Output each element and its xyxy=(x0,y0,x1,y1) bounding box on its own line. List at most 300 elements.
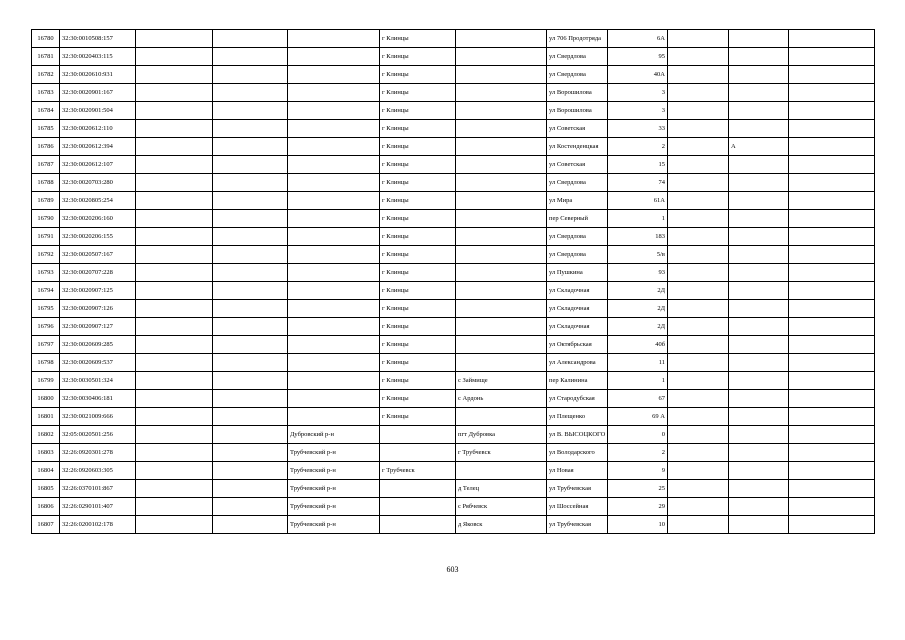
cell-street: ул Свердлова xyxy=(547,246,608,264)
cell-city: г Клинцы xyxy=(380,264,456,282)
cell-street: ул Складочная xyxy=(547,282,608,300)
cell-street: ул Плещенко xyxy=(547,408,608,426)
cell-district xyxy=(288,336,380,354)
cell-city: г Клинцы xyxy=(380,102,456,120)
cell-cadastral: 32:30:0020507:167 xyxy=(60,246,136,264)
cell-district xyxy=(288,264,380,282)
cell-house: 15 xyxy=(608,156,668,174)
cell-empty xyxy=(668,336,729,354)
cell-n: 16795 xyxy=(32,300,60,318)
cell-settlement xyxy=(456,120,547,138)
cell-cadastral: 32:30:0030406:181 xyxy=(60,390,136,408)
cell-korpus xyxy=(729,30,789,48)
cell-n: 16790 xyxy=(32,210,60,228)
cell-settlement: с Рябчевск xyxy=(456,498,547,516)
cell-korpus xyxy=(729,102,789,120)
cell-n: 16784 xyxy=(32,102,60,120)
cell-district xyxy=(288,192,380,210)
cell-empty xyxy=(668,354,729,372)
cell-district xyxy=(288,156,380,174)
cell-district: Трубчевский р-н xyxy=(288,516,380,534)
table-row xyxy=(32,66,875,84)
cell-street: ул Трубчевская xyxy=(547,516,608,534)
cell-cadastral: 32:30:0020206:160 xyxy=(60,210,136,228)
cell-cadastral: 32:30:0020907:126 xyxy=(60,300,136,318)
table-row xyxy=(32,84,875,102)
cell-district xyxy=(288,30,380,48)
cell-empty xyxy=(668,228,729,246)
cell-empty xyxy=(668,462,729,480)
cell-korpus xyxy=(729,300,789,318)
table-row xyxy=(32,318,875,336)
cell-city: г Клинцы xyxy=(380,336,456,354)
cell-n: 16781 xyxy=(32,48,60,66)
cell-empty xyxy=(136,426,213,444)
cell-korpus xyxy=(729,336,789,354)
cell-empty xyxy=(668,138,729,156)
cell-empty xyxy=(136,516,213,534)
cell-cadastral: 32:30:0010508:157 xyxy=(60,30,136,48)
cell-empty xyxy=(668,426,729,444)
cell-district: Дубровский р-н xyxy=(288,426,380,444)
cell-settlement xyxy=(456,462,547,480)
cell-street: ул Володарского xyxy=(547,444,608,462)
cell-house: 2Д xyxy=(608,282,668,300)
cell-empty xyxy=(213,66,288,84)
cell-empty xyxy=(213,426,288,444)
cell-house: 11 xyxy=(608,354,668,372)
cell-empty xyxy=(789,246,875,264)
cell-empty xyxy=(213,282,288,300)
cell-empty xyxy=(668,480,729,498)
cell-cadastral: 32:30:0020612:107 xyxy=(60,156,136,174)
cell-empty xyxy=(789,390,875,408)
cell-empty xyxy=(668,390,729,408)
cell-city xyxy=(380,516,456,534)
cell-city: г Клинцы xyxy=(380,318,456,336)
cell-empty xyxy=(668,264,729,282)
cell-empty xyxy=(789,66,875,84)
cell-city: г Клинцы xyxy=(380,30,456,48)
cell-n: 16796 xyxy=(32,318,60,336)
cell-korpus xyxy=(729,228,789,246)
cell-house: 2 xyxy=(608,444,668,462)
cell-district: Трубчевский р-н xyxy=(288,498,380,516)
cell-empty xyxy=(789,102,875,120)
cell-settlement xyxy=(456,282,547,300)
cell-korpus xyxy=(729,318,789,336)
cell-n: 16780 xyxy=(32,30,60,48)
cell-empty xyxy=(668,156,729,174)
cell-city: г Клинцы xyxy=(380,354,456,372)
cell-settlement xyxy=(456,138,547,156)
cell-street: ул Складочная xyxy=(547,318,608,336)
cell-empty xyxy=(668,66,729,84)
cell-empty xyxy=(668,246,729,264)
cell-empty xyxy=(668,120,729,138)
cell-street: ул Пушкина xyxy=(547,264,608,282)
table-row xyxy=(32,174,875,192)
cell-korpus xyxy=(729,282,789,300)
table-row xyxy=(32,192,875,210)
cell-n: 16791 xyxy=(32,228,60,246)
cell-settlement xyxy=(456,48,547,66)
cell-district xyxy=(288,354,380,372)
cell-n: 16800 xyxy=(32,390,60,408)
cell-settlement xyxy=(456,318,547,336)
cell-n: 16785 xyxy=(32,120,60,138)
cell-empty xyxy=(668,300,729,318)
cell-cadastral: 32:30:0020609:285 xyxy=(60,336,136,354)
cell-empty xyxy=(213,174,288,192)
cell-empty xyxy=(789,264,875,282)
table-row xyxy=(32,372,875,390)
cell-empty xyxy=(213,246,288,264)
cell-korpus xyxy=(729,372,789,390)
cell-empty xyxy=(213,30,288,48)
table-row xyxy=(32,462,875,480)
cell-settlement xyxy=(456,300,547,318)
cell-empty xyxy=(213,102,288,120)
cell-settlement: с Ардонь xyxy=(456,390,547,408)
cell-empty xyxy=(789,462,875,480)
cell-empty xyxy=(789,426,875,444)
cell-n: 16801 xyxy=(32,408,60,426)
cell-korpus xyxy=(729,174,789,192)
cell-city: г Клинцы xyxy=(380,300,456,318)
cell-settlement: пгт Дубровка xyxy=(456,426,547,444)
cell-house: 3 xyxy=(608,102,668,120)
cell-house: 25 xyxy=(608,480,668,498)
cell-district xyxy=(288,246,380,264)
cell-settlement xyxy=(456,66,547,84)
table-row xyxy=(32,336,875,354)
table-row xyxy=(32,210,875,228)
cell-empty xyxy=(136,264,213,282)
cell-n: 16798 xyxy=(32,354,60,372)
cell-settlement: д Яковск xyxy=(456,516,547,534)
cell-empty xyxy=(668,84,729,102)
cell-city: г Клинцы xyxy=(380,408,456,426)
cell-empty xyxy=(136,372,213,390)
cell-empty xyxy=(213,336,288,354)
cell-cadastral: 32:30:0021009:666 xyxy=(60,408,136,426)
cell-house: 93 xyxy=(608,264,668,282)
cell-empty xyxy=(789,480,875,498)
cell-district xyxy=(288,66,380,84)
cell-cadastral: 32:30:0020907:125 xyxy=(60,282,136,300)
table-row xyxy=(32,264,875,282)
cell-empty xyxy=(789,372,875,390)
cell-empty xyxy=(136,174,213,192)
cell-empty xyxy=(789,516,875,534)
cell-district xyxy=(288,228,380,246)
cell-n: 16793 xyxy=(32,264,60,282)
cell-street: ул В. ВЫСОЦКОГО xyxy=(547,426,608,444)
cell-korpus xyxy=(729,156,789,174)
cell-empty xyxy=(213,372,288,390)
cell-empty xyxy=(213,228,288,246)
cell-house: 1 xyxy=(608,372,668,390)
cell-empty xyxy=(213,84,288,102)
cell-street: ул Свердлова xyxy=(547,228,608,246)
cell-korpus xyxy=(729,48,789,66)
cell-empty xyxy=(136,102,213,120)
cell-empty xyxy=(136,300,213,318)
cell-city: г Клинцы xyxy=(380,66,456,84)
cell-empty xyxy=(136,444,213,462)
cell-house: 29 xyxy=(608,498,668,516)
cell-street: ул Октябрьская xyxy=(547,336,608,354)
cell-cadastral: 32:26:0920603:305 xyxy=(60,462,136,480)
cell-korpus xyxy=(729,444,789,462)
cell-korpus xyxy=(729,246,789,264)
cell-korpus xyxy=(729,354,789,372)
cell-house: 67 xyxy=(608,390,668,408)
cell-cadastral: 32:30:0020703:280 xyxy=(60,174,136,192)
cell-empty xyxy=(213,516,288,534)
cell-city xyxy=(380,498,456,516)
cell-korpus xyxy=(729,426,789,444)
cell-city: г Клинцы xyxy=(380,228,456,246)
cell-empty xyxy=(136,354,213,372)
cell-empty xyxy=(789,336,875,354)
cell-cadastral: 32:30:0020609:537 xyxy=(60,354,136,372)
cell-empty xyxy=(136,336,213,354)
cell-empty xyxy=(789,282,875,300)
cell-empty xyxy=(668,30,729,48)
cell-city xyxy=(380,480,456,498)
cell-settlement xyxy=(456,228,547,246)
cell-settlement xyxy=(456,336,547,354)
cell-empty xyxy=(668,372,729,390)
cell-city: г Клинцы xyxy=(380,372,456,390)
cell-korpus xyxy=(729,210,789,228)
cell-city: г Клинцы xyxy=(380,210,456,228)
table-row xyxy=(32,246,875,264)
cell-house: 6А xyxy=(608,30,668,48)
cell-city: г Клинцы xyxy=(380,156,456,174)
cell-n: 16805 xyxy=(32,480,60,498)
cell-empty xyxy=(668,210,729,228)
cell-korpus xyxy=(729,66,789,84)
cell-empty xyxy=(668,408,729,426)
cell-korpus: А xyxy=(729,138,789,156)
cell-house: 2Д xyxy=(608,300,668,318)
cell-district: Трубчевский р-н xyxy=(288,480,380,498)
cell-empty xyxy=(789,210,875,228)
cell-settlement: г Трубчевск xyxy=(456,444,547,462)
cell-n: 16792 xyxy=(32,246,60,264)
registry-body xyxy=(32,30,875,534)
cell-street: ул 706 Продотряда xyxy=(547,30,608,48)
cell-settlement xyxy=(456,174,547,192)
cell-empty xyxy=(136,228,213,246)
cell-house: 183 xyxy=(608,228,668,246)
table-row xyxy=(32,300,875,318)
cell-empty xyxy=(789,120,875,138)
table-row xyxy=(32,138,875,156)
cell-empty xyxy=(136,390,213,408)
cell-city: г Клинцы xyxy=(380,192,456,210)
cell-cadastral: 32:30:0020612:394 xyxy=(60,138,136,156)
table-row xyxy=(32,444,875,462)
cell-district: Трубчевский р-н xyxy=(288,462,380,480)
cell-n: 16787 xyxy=(32,156,60,174)
cell-empty xyxy=(789,174,875,192)
cell-empty xyxy=(789,156,875,174)
cell-empty xyxy=(213,300,288,318)
cell-empty xyxy=(213,210,288,228)
cell-district xyxy=(288,174,380,192)
table-row xyxy=(32,480,875,498)
cell-empty xyxy=(136,462,213,480)
cell-street: ул Новая xyxy=(547,462,608,480)
cell-settlement: д Телец xyxy=(456,480,547,498)
cell-empty xyxy=(789,408,875,426)
cell-n: 16789 xyxy=(32,192,60,210)
cell-street: ул Костенденцкая xyxy=(547,138,608,156)
cell-street: ул Свердлова xyxy=(547,66,608,84)
cell-empty xyxy=(789,84,875,102)
cell-house: 40б xyxy=(608,336,668,354)
cell-empty xyxy=(136,480,213,498)
cell-n: 16807 xyxy=(32,516,60,534)
cell-n: 16786 xyxy=(32,138,60,156)
cell-cadastral: 32:30:0030501:324 xyxy=(60,372,136,390)
cell-empty xyxy=(789,30,875,48)
cell-district xyxy=(288,48,380,66)
cell-house: 3 xyxy=(608,84,668,102)
cell-settlement xyxy=(456,408,547,426)
cell-empty xyxy=(136,210,213,228)
cell-n: 16804 xyxy=(32,462,60,480)
cell-city: г Клинцы xyxy=(380,120,456,138)
cell-street: ул Складочная xyxy=(547,300,608,318)
table-row xyxy=(32,498,875,516)
cell-district xyxy=(288,282,380,300)
cell-empty xyxy=(213,444,288,462)
cell-empty xyxy=(136,84,213,102)
cell-house: 0 xyxy=(608,426,668,444)
cell-n: 16794 xyxy=(32,282,60,300)
cell-korpus xyxy=(729,498,789,516)
cell-cadastral: 32:26:0200102:178 xyxy=(60,516,136,534)
cell-district xyxy=(288,372,380,390)
table-row xyxy=(32,30,875,48)
cell-city: г Клинцы xyxy=(380,282,456,300)
cell-empty xyxy=(136,48,213,66)
cell-street: ул Стародубская xyxy=(547,390,608,408)
cell-empty xyxy=(789,300,875,318)
cell-cadastral: 32:26:0370101:867 xyxy=(60,480,136,498)
cell-korpus xyxy=(729,462,789,480)
cell-district xyxy=(288,210,380,228)
cell-empty xyxy=(789,444,875,462)
cell-settlement xyxy=(456,264,547,282)
table-row xyxy=(32,282,875,300)
cell-korpus xyxy=(729,120,789,138)
table-row xyxy=(32,426,875,444)
cell-house: 5/в xyxy=(608,246,668,264)
cell-empty xyxy=(136,498,213,516)
cell-empty xyxy=(668,174,729,192)
cell-district xyxy=(288,318,380,336)
cell-settlement xyxy=(456,30,547,48)
cell-n: 16802 xyxy=(32,426,60,444)
cell-empty xyxy=(668,192,729,210)
cell-empty xyxy=(789,48,875,66)
cell-street: ул Свердлова xyxy=(547,174,608,192)
cell-korpus xyxy=(729,192,789,210)
cell-house: 69 А xyxy=(608,408,668,426)
cell-korpus xyxy=(729,480,789,498)
cell-n: 16806 xyxy=(32,498,60,516)
cell-city: г Клинцы xyxy=(380,138,456,156)
cell-house: 2 xyxy=(608,138,668,156)
cell-city xyxy=(380,444,456,462)
cell-street: ул Свердлова xyxy=(547,48,608,66)
cell-city: г Клинцы xyxy=(380,84,456,102)
cell-cadastral: 32:30:0020612:110 xyxy=(60,120,136,138)
cell-empty xyxy=(136,138,213,156)
cell-street: ул Советская xyxy=(547,156,608,174)
cell-settlement xyxy=(456,84,547,102)
cell-empty xyxy=(213,156,288,174)
cell-house: 1 xyxy=(608,210,668,228)
cell-city: г Клинцы xyxy=(380,246,456,264)
cell-district xyxy=(288,84,380,102)
cell-street: ул Советская xyxy=(547,120,608,138)
cell-city: г Трубчевск xyxy=(380,462,456,480)
cell-empty xyxy=(789,498,875,516)
cell-empty xyxy=(668,444,729,462)
cell-house: 61А xyxy=(608,192,668,210)
cell-empty xyxy=(213,462,288,480)
cell-city: г Клинцы xyxy=(380,48,456,66)
cell-house: 74 xyxy=(608,174,668,192)
cell-district xyxy=(288,390,380,408)
cell-empty xyxy=(136,246,213,264)
cell-house: 10 xyxy=(608,516,668,534)
cell-settlement xyxy=(456,192,547,210)
cell-empty xyxy=(789,138,875,156)
cell-city: г Клинцы xyxy=(380,390,456,408)
cell-settlement xyxy=(456,354,547,372)
cell-cadastral: 32:30:0020901:167 xyxy=(60,84,136,102)
cell-cadastral: 32:30:0020403:115 xyxy=(60,48,136,66)
cell-empty xyxy=(213,498,288,516)
cell-district xyxy=(288,300,380,318)
cell-house: 9 xyxy=(608,462,668,480)
cell-empty xyxy=(668,48,729,66)
cell-empty xyxy=(136,30,213,48)
cell-empty xyxy=(213,48,288,66)
table-row xyxy=(32,390,875,408)
cell-empty xyxy=(668,102,729,120)
cell-settlement: с Займище xyxy=(456,372,547,390)
cell-empty xyxy=(668,516,729,534)
cell-empty xyxy=(213,318,288,336)
cell-cadastral: 32:26:0920301:278 xyxy=(60,444,136,462)
table-row xyxy=(32,120,875,138)
cell-house: 2Д xyxy=(608,318,668,336)
cell-empty xyxy=(668,318,729,336)
cell-korpus xyxy=(729,84,789,102)
table-row xyxy=(32,102,875,120)
cell-street: ул Ворошилова xyxy=(547,102,608,120)
cell-n: 16797 xyxy=(32,336,60,354)
